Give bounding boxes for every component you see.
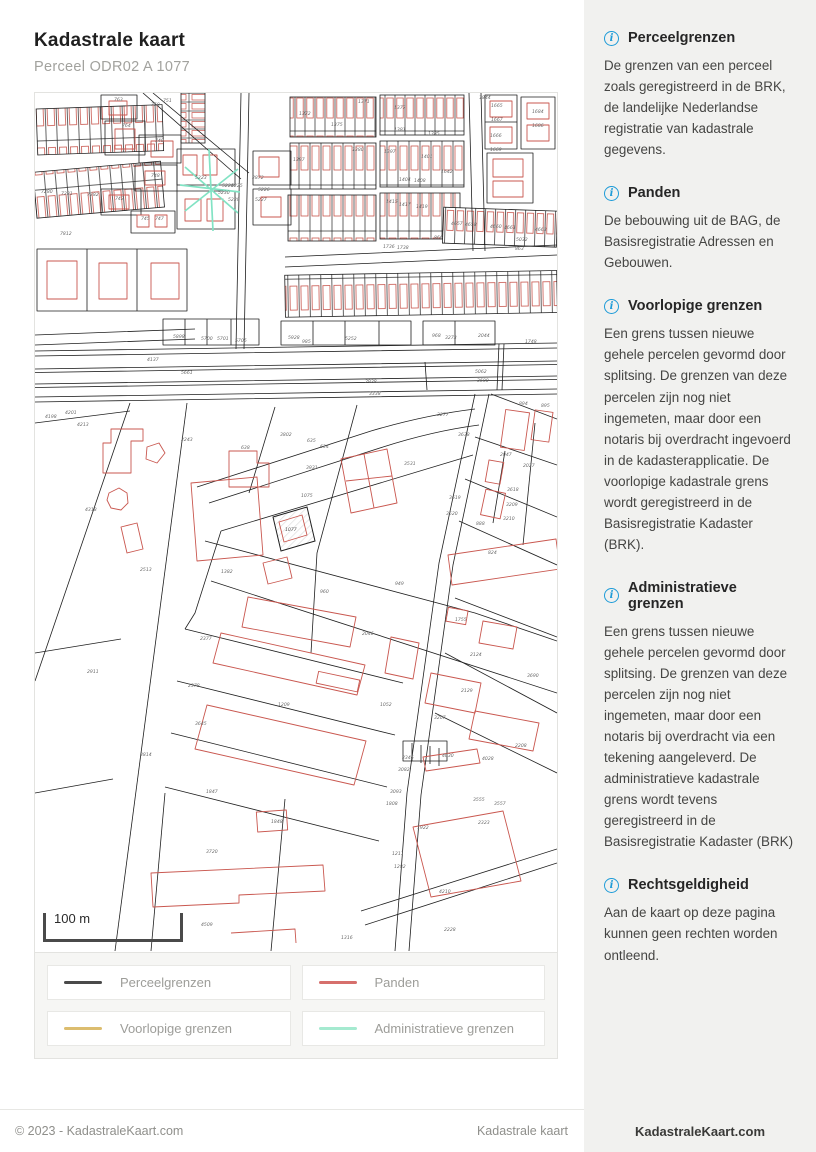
- parcel-number-label: 2124: [470, 653, 482, 658]
- parcel-number-label: 2928: [365, 380, 377, 385]
- parcel-number-label: 1738: [397, 246, 409, 251]
- info-sections: [604, 30, 796, 991]
- parcel-number-label: 5228: [228, 198, 240, 203]
- legend-item-panden: [302, 965, 546, 1000]
- parcel-number-label: 1381: [394, 128, 406, 133]
- parcel-number-label: 4660: [490, 225, 502, 230]
- parcel-number-label: 7812: [60, 232, 72, 237]
- parcel-number-label: 5701: [217, 337, 229, 342]
- parcel-number-label: 747: [155, 217, 164, 222]
- info-section-title-text: Voorlopige grenzen: [628, 298, 763, 315]
- map-legend: [34, 952, 558, 1059]
- parcel-number-label: 764: [122, 124, 131, 129]
- parcel-number-label: 1684: [532, 110, 544, 115]
- parcel-number-label: 2346: [402, 756, 414, 761]
- parcel-number-label: 1404: [399, 178, 411, 183]
- parcel-number-label: 638: [241, 446, 250, 451]
- parcel-number-label: 5226: [258, 188, 270, 193]
- parcel-number-label: 7281: [61, 192, 73, 197]
- parcel-number-label: 1642: [441, 170, 453, 175]
- parcel-number-label: 5706: [235, 339, 247, 344]
- parcel-number-label: 4663: [535, 228, 547, 233]
- legend-swatch: [319, 981, 357, 984]
- parcel-number-label: 1077: [285, 528, 297, 533]
- info-icon: i: [604, 588, 619, 603]
- page-title: Kadastrale kaart: [34, 30, 186, 51]
- parcel-number-label: 763: [114, 98, 123, 103]
- info-section-title-text: Perceelgrenzen: [628, 30, 736, 46]
- parcel-number-label: 1848: [271, 820, 283, 825]
- parcel-number-label: 4201: [65, 411, 77, 416]
- parcel-number-label: 3557: [494, 802, 506, 807]
- parcel-number-label: 1748: [525, 340, 537, 345]
- parcel-number-label: 968: [432, 334, 441, 339]
- parcel-number-label: 1847: [206, 790, 218, 795]
- info-section-title: [604, 298, 796, 314]
- info-icon: i: [604, 31, 619, 46]
- parcel-number-label: 1052: [380, 703, 392, 708]
- info-section-body: De grenzen van een perceel zoals geregistreerd in de BRK, de landelijke Nederlandse registratie van kadastrale gegevens.: [604, 58, 786, 158]
- parcel-number-label: 5661: [181, 371, 193, 376]
- parcel-number-label: 3931: [306, 466, 318, 471]
- info-section: [604, 580, 796, 853]
- parcel-number-label: 1736: [383, 245, 395, 250]
- parcel-number-label: 751: [163, 99, 172, 104]
- parcel-number-label: 3273: [445, 336, 457, 341]
- parcel-number-label: 1377: [394, 106, 406, 111]
- parcel-number-label: 888: [476, 522, 485, 527]
- parcel-number-label: 2047: [500, 453, 512, 458]
- legend-item-administratieve-grenzen: [302, 1011, 546, 1046]
- parcel-number-label: 1371: [358, 100, 370, 105]
- parcel-number-label: 3207: [434, 716, 446, 721]
- legend-label: Panden: [374, 975, 420, 990]
- parcel-number-label: 4318: [85, 508, 97, 513]
- parcel-number-label: 5898: [173, 335, 185, 340]
- parcel-number-label: 1415: [386, 200, 398, 205]
- legend-item-voorlopige-grenzen: [47, 1011, 291, 1046]
- info-icon: i: [604, 186, 619, 201]
- parcel-number-label: 824: [488, 551, 497, 556]
- info-section-body: Een grens tussen nieuwe gehele percelen gevormd door splitsing. De grenzen van deze percelen zijn nog niet ingemeten, maar door een notaris bij overdracht via een tekening aangeleverd. De administratieve kadastrale grens wordt tevens geregistreerd in de Basisregistratie Kadaster (BRK): [604, 623, 794, 850]
- parcel-number-label: 985: [302, 340, 311, 345]
- parcel-number-label: 1316: [341, 936, 353, 941]
- footer: [0, 1109, 584, 1152]
- parcel-number-label: 7280: [41, 190, 53, 195]
- parcel-number-label: 1755: [455, 618, 467, 623]
- parcel-number-label: 1686: [532, 124, 544, 129]
- parcel-number-label: 5224: [222, 184, 234, 189]
- parcel-number-label: 742: [115, 197, 124, 202]
- parcel-number-label: 1075: [301, 494, 313, 499]
- info-section: [604, 877, 796, 965]
- parcel-number-label: 1665: [491, 104, 503, 109]
- parcel-number-label: 758: [151, 103, 160, 108]
- info-section-body: De bebouwing uit de BAG, de Basisregistratie Adressen en Gebouwen.: [604, 213, 781, 271]
- cadastral-map-canvas: [35, 93, 557, 951]
- footer-brand[interactable]: KadastraleKaart.com: [634, 1123, 766, 1139]
- footer-page-name: Kadastrale kaart: [476, 1124, 568, 1138]
- legend-swatch: [64, 981, 102, 984]
- parcel-number-label: 748: [151, 174, 160, 179]
- parcel-number-label: 5225: [231, 184, 243, 189]
- parcel-number-label: 3093: [390, 790, 402, 795]
- parcel-number-label: 2044: [478, 334, 490, 339]
- map-card: [34, 92, 558, 1059]
- info-icon: i: [604, 299, 619, 314]
- parcel-number-label: 1282: [394, 865, 406, 870]
- parcel-number-label: 3638: [458, 433, 470, 438]
- parcel-number-label: 2208: [515, 744, 527, 749]
- parcel-number-label: 895: [541, 404, 550, 409]
- parcel-number-label: 4137: [147, 358, 159, 363]
- map-administrative-lines: [180, 149, 240, 231]
- parcel-number-label: 2243: [181, 438, 193, 443]
- parcel-number-label: 4658: [465, 223, 477, 228]
- parcel-number-label: 5928: [288, 336, 300, 341]
- parcel-number-label: 2323: [478, 821, 490, 826]
- parcel-number-label: 1372: [299, 112, 311, 117]
- parcel-number-label: 1375: [331, 123, 343, 128]
- parcel-number-label: 1669: [490, 148, 502, 153]
- info-sidebar: [584, 0, 816, 1152]
- info-section-title: [604, 30, 796, 46]
- parcel-number-label: 5700: [201, 337, 213, 342]
- parcel-number-label: 749: [155, 139, 164, 144]
- parcel-number-label: 4030: [442, 754, 454, 759]
- parcel-number-label: 634: [320, 445, 329, 450]
- parcel-number-label: 4028: [482, 757, 494, 762]
- legend-label: Administratieve grenzen: [374, 1021, 514, 1036]
- parcel-number-label: 2378: [188, 684, 200, 689]
- footer-copyright: © 2023 - KadastraleKaart.com: [15, 1124, 184, 1138]
- parcel-number-label: 960: [320, 590, 329, 595]
- info-section-title: [604, 877, 796, 893]
- parcel-number-label: 3082: [398, 768, 410, 773]
- parcel-number-label: 3520: [446, 512, 458, 517]
- info-section: [604, 298, 796, 555]
- parcel-number-label: 5223: [195, 176, 207, 181]
- parcel-number-label: 3209: [506, 503, 518, 508]
- parcel-number-label: 1211: [392, 852, 404, 857]
- parcel-number-label: 894: [519, 402, 528, 407]
- parcel-number-label: 866: [434, 236, 443, 241]
- parcel-number-label: 1844: [479, 96, 491, 101]
- parcel-number-label: 4210: [439, 890, 451, 895]
- parcel-number-label: 3210: [503, 517, 515, 522]
- parcel-number-label: 4213: [77, 423, 89, 428]
- parcel-number-label: 3531: [404, 462, 416, 467]
- parcel-number-label: 1387: [293, 158, 305, 163]
- parcel-number-label: 2046: [362, 632, 374, 637]
- parcel-number-label: 1408: [414, 179, 426, 184]
- info-section: [604, 30, 796, 160]
- parcel-number-label: 1419: [416, 205, 428, 210]
- parcel-number-label: 1401: [421, 155, 433, 160]
- map-parcel-lines-bottom: [35, 394, 557, 951]
- parcel-number-label: 2872: [252, 176, 264, 181]
- parcel-number-label: 3619: [449, 496, 461, 501]
- parcel-number-label: 4509: [201, 923, 213, 928]
- info-section-title: [604, 580, 796, 612]
- parcel-number-label: 3690: [527, 674, 539, 679]
- parcel-number-label: 1666: [490, 134, 502, 139]
- legend-label: Voorlopige grenzen: [120, 1021, 233, 1036]
- parcel-number-label: 745: [141, 217, 150, 222]
- parcel-number-label: 1209: [278, 703, 290, 708]
- parcel-number-label: 3680: [477, 379, 489, 384]
- parcel-number-label: 2027: [523, 464, 535, 469]
- legend-label: Perceelgrenzen: [120, 975, 212, 990]
- info-icon: i: [604, 878, 619, 893]
- info-section-title: [604, 185, 796, 201]
- legend-swatch: [319, 1027, 357, 1030]
- parcel-number-label: 3338: [369, 392, 381, 397]
- info-section: [604, 185, 796, 273]
- parcel-number-label: 4198: [45, 415, 57, 420]
- parcel-number-label: 5062: [475, 370, 487, 375]
- parcel-number-label: 3814: [140, 753, 152, 758]
- info-section-title-text: Administratieve grenzen: [628, 579, 737, 612]
- parcel-number-label: 4661: [504, 226, 516, 231]
- parcel-number-label: 2377: [200, 637, 212, 642]
- parcel-number-label: 2911: [87, 670, 99, 675]
- cadastral-map[interactable]: [34, 92, 558, 952]
- parcel-number-label: 2513: [140, 568, 152, 573]
- parcel-number-label: 5252: [345, 337, 357, 342]
- parcel-number-label: 3802: [280, 433, 292, 438]
- parcel-number-label: 5227: [255, 198, 267, 203]
- parcel-number-label: 5230: [218, 191, 230, 196]
- map-scalebar: [43, 913, 183, 942]
- parcel-number-label: 3555: [473, 798, 485, 803]
- parcel-number-label: 3618: [507, 488, 519, 493]
- legend-item-perceelgrenzen: [47, 965, 291, 1000]
- scalebar-label: 100 m: [51, 911, 93, 926]
- map-rowhouse-blocks: [35, 93, 557, 317]
- parcel-number-label: 1808: [386, 802, 398, 807]
- parcel-number-label: 949: [395, 582, 404, 587]
- parcel-number-label: 1385: [428, 132, 440, 137]
- legend-swatch: [64, 1027, 102, 1030]
- parcel-number-label: 2228: [444, 928, 456, 933]
- parcel-number-label: 1417: [399, 203, 411, 208]
- parcel-number-label: 1380: [352, 148, 364, 153]
- info-section-body: Een grens tussen nieuwe gehele percelen gevormd door splitsing. De grenzen van deze percelen zijn nog niet ingemeten, maar door een notaris bij overdracht ingevoerd in de kadasterapplicatie. De voorlopige kadastrale grens wordt geregistreerd in de Basisregistratie Kadaster (BRK).: [604, 326, 791, 552]
- info-section-title-text: Rechtsgeldigheid: [628, 877, 749, 894]
- parcel-number-label: 1397: [384, 150, 396, 155]
- parcel-number-label: 3720: [206, 850, 218, 855]
- parcel-number-label: 635: [307, 439, 316, 444]
- parcel-number-label: 1922: [417, 826, 429, 831]
- info-section-body: Aan de kaart op deze pagina kunnen geen rechten worden ontleend.: [604, 905, 778, 963]
- parcel-number-label: 4657: [451, 222, 463, 227]
- parcel-number-label: 2129: [461, 689, 473, 694]
- info-section-title-text: Panden: [628, 185, 681, 202]
- parcel-number-label: 863: [515, 247, 524, 252]
- parcel-number-label: 3645: [195, 722, 207, 727]
- footer-brand-area: [584, 1110, 816, 1152]
- parcel-number-label: 1667: [491, 118, 503, 123]
- parcel-number-label: 3277: [437, 413, 449, 418]
- parcel-number-label: 1382: [221, 570, 233, 575]
- parcel-number-label: 5032: [516, 238, 528, 243]
- page-subtitle: Perceel ODR02 A 1077: [34, 59, 190, 75]
- parcel-number-label: 7282: [87, 193, 99, 198]
